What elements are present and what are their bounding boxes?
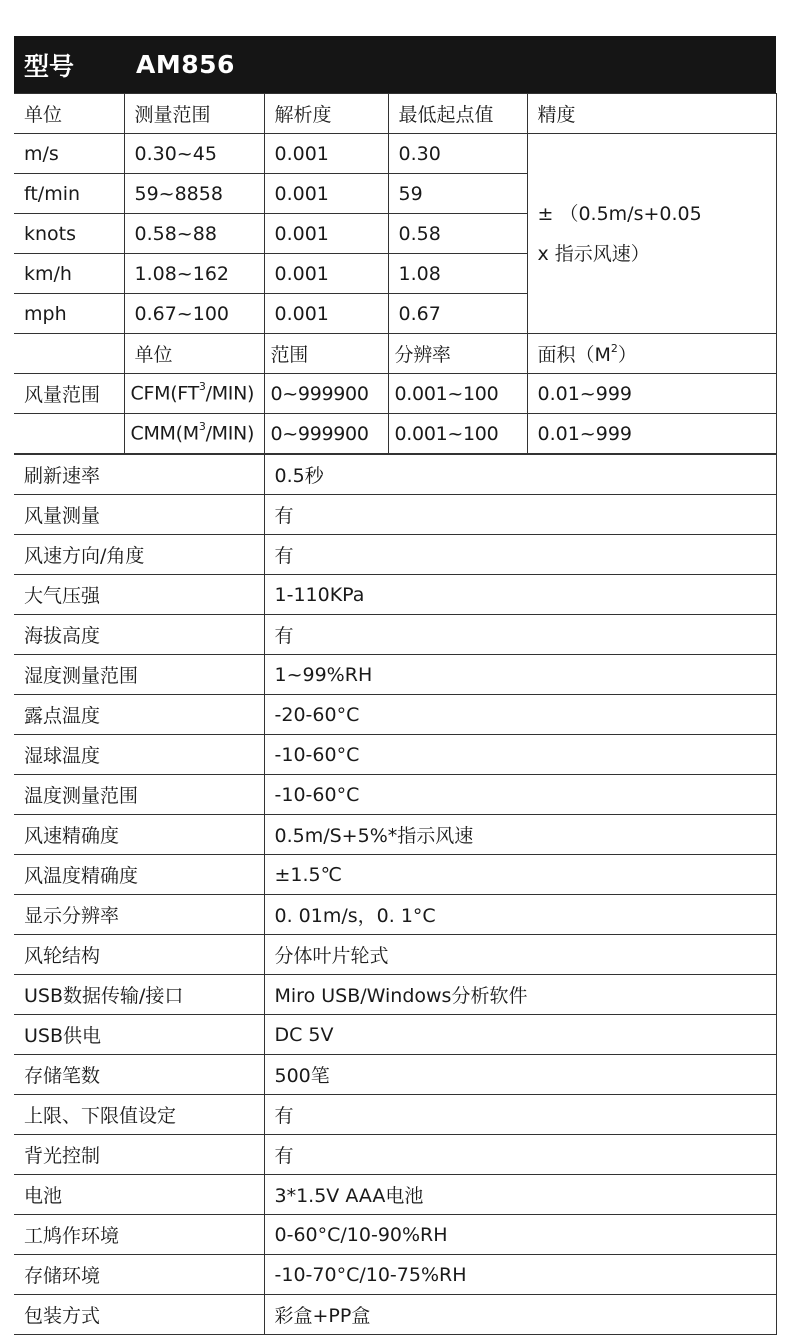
spec-name: 湿球温度	[14, 735, 264, 775]
spec-value: 500笔	[264, 1055, 776, 1095]
spec-row	[14, 1295, 776, 1335]
spec-name: 存储环境	[14, 1255, 264, 1295]
flow-unit	[124, 414, 264, 454]
speed-unit: mph	[14, 294, 124, 334]
spec-name: 背光控制	[14, 1135, 264, 1175]
spec-value: -10-60°C	[264, 775, 776, 815]
spec-row	[14, 975, 776, 1015]
speed-min-start: 1.08	[388, 254, 527, 294]
spec-name: 显示分辨率	[14, 895, 264, 935]
model-header	[14, 36, 776, 93]
flow-label-empty	[14, 414, 124, 454]
spec-name: 存储笔数	[14, 1055, 264, 1095]
spec-name: 风温度精确度	[14, 855, 264, 895]
flow-header-row	[14, 334, 776, 374]
model-number: AM856	[136, 50, 235, 79]
speed-range: 0.58~88	[124, 214, 264, 254]
spec-name: 工鸠作环境	[14, 1215, 264, 1255]
spec-value: 有	[264, 1135, 776, 1175]
flow-row	[14, 374, 776, 414]
spec-name: 风速精确度	[14, 815, 264, 855]
speed-accuracy	[527, 134, 776, 334]
spec-name: USB数据传输/接口	[14, 975, 264, 1015]
spec-row	[14, 615, 776, 655]
spec-row	[14, 1175, 776, 1215]
spec-row	[14, 655, 776, 695]
speed-header-row	[14, 94, 776, 134]
col-header-resolution: 解析度	[264, 94, 388, 134]
spec-value: -10-70°C/10-75%RH	[264, 1255, 776, 1295]
spec-name: 湿度测量范围	[14, 655, 264, 695]
speed-unit: m/s	[14, 134, 124, 174]
area-exponent: 2	[610, 341, 618, 355]
spec-value: 0.5m/S+5%*指示风速	[264, 815, 776, 855]
spec-row	[14, 535, 776, 575]
spec-name: USB供电	[14, 1015, 264, 1055]
spec-row	[14, 455, 776, 495]
col-header-unit: 单位	[14, 94, 124, 134]
speed-min-start: 0.67	[388, 294, 527, 334]
speed-resolution: 0.001	[264, 254, 388, 294]
flow-unit-exponent: 3	[198, 380, 206, 394]
spec-value: 0. 01m/s，0. 1°C	[264, 895, 776, 935]
speed-min-start: 0.30	[388, 134, 527, 174]
flow-unit-post: /MIN)	[205, 422, 255, 445]
spec-row	[14, 815, 776, 855]
flow-header-empty	[14, 334, 124, 374]
accuracy-line-1: ± （0.5m/s+0.05	[537, 202, 702, 225]
spec-row	[14, 735, 776, 775]
spec-value: Miro USB/Windows分析软件	[264, 975, 776, 1015]
spec-sheet	[14, 36, 776, 1335]
flow-resolution: 0.001~100	[388, 374, 527, 414]
flow-row	[14, 414, 776, 454]
speed-resolution: 0.001	[264, 214, 388, 254]
speed-resolution: 0.001	[264, 174, 388, 214]
spec-value: ±1.5℃	[264, 855, 776, 895]
spec-row	[14, 775, 776, 815]
speed-range: 1.08~162	[124, 254, 264, 294]
spec-value: 3*1.5V AAA电池	[264, 1175, 776, 1215]
flow-col-resolution: 分辨率	[388, 334, 527, 374]
spec-table	[14, 93, 777, 454]
spec-value: 有	[264, 1095, 776, 1135]
flow-col-area	[527, 334, 776, 374]
spec-row	[14, 575, 776, 615]
speed-min-start: 0.58	[388, 214, 527, 254]
spec-value: 彩盒+PP盒	[264, 1295, 776, 1335]
spec-name: 上限、下限值设定	[14, 1095, 264, 1135]
flow-label: 风量范围	[14, 374, 124, 414]
spec-row	[14, 1015, 776, 1055]
spec-row	[14, 1095, 776, 1135]
speed-row	[14, 134, 776, 174]
spec-value: 0-60°C/10-90%RH	[264, 1215, 776, 1255]
speed-range: 0.67~100	[124, 294, 264, 334]
spec-value: DC 5V	[264, 1015, 776, 1055]
spec-row	[14, 935, 776, 975]
spec-name: 风速方向/角度	[14, 535, 264, 575]
flow-col-unit: 单位	[124, 334, 264, 374]
spec-name: 海拔高度	[14, 615, 264, 655]
flow-unit-pre: CFM(FT	[130, 382, 199, 405]
spec-value: -20-60°C	[264, 695, 776, 735]
model-label: 型号	[24, 51, 75, 81]
spec-value: 1~99%RH	[264, 655, 776, 695]
flow-unit-pre: CMM(M	[130, 422, 199, 445]
spec-value: 有	[264, 535, 776, 575]
spec-name: 温度测量范围	[14, 775, 264, 815]
spec-name: 露点温度	[14, 695, 264, 735]
speed-resolution: 0.001	[264, 134, 388, 174]
flow-range: 0~999900	[264, 374, 388, 414]
spec-name: 刷新速率	[14, 455, 264, 495]
col-header-min-start: 最低起点值	[388, 94, 527, 134]
spec-value: -10-60°C	[264, 735, 776, 775]
speed-unit: km/h	[14, 254, 124, 294]
speed-unit: knots	[14, 214, 124, 254]
spec-row	[14, 895, 776, 935]
spec-row	[14, 1215, 776, 1255]
flow-col-range: 范围	[264, 334, 388, 374]
flow-area: 0.01~999	[527, 414, 776, 454]
col-header-range: 测量范围	[124, 94, 264, 134]
speed-unit: ft/min	[14, 174, 124, 214]
accuracy-line-2: x 指示风速）	[537, 242, 650, 265]
flow-unit-exponent: 3	[198, 420, 206, 434]
flow-resolution: 0.001~100	[388, 414, 527, 454]
spec-list	[14, 454, 777, 1335]
spec-name: 风轮结构	[14, 935, 264, 975]
flow-unit	[124, 374, 264, 414]
flow-unit-post: /MIN)	[205, 382, 255, 405]
spec-value: 有	[264, 495, 776, 535]
flow-range: 0~999900	[264, 414, 388, 454]
spec-name: 电池	[14, 1175, 264, 1215]
spec-row	[14, 695, 776, 735]
speed-range: 59~8858	[124, 174, 264, 214]
spec-row	[14, 1055, 776, 1095]
area-paren: ）	[617, 344, 637, 366]
spec-row	[14, 1255, 776, 1295]
spec-value: 分体叶片轮式	[264, 935, 776, 975]
speed-range: 0.30~45	[124, 134, 264, 174]
spec-row	[14, 495, 776, 535]
spec-name: 风量测量	[14, 495, 264, 535]
speed-resolution: 0.001	[264, 294, 388, 334]
spec-value: 0.5秒	[264, 455, 776, 495]
spec-value: 有	[264, 615, 776, 655]
spec-name: 包装方式	[14, 1295, 264, 1335]
flow-area: 0.01~999	[527, 374, 776, 414]
speed-min-start: 59	[388, 174, 527, 214]
spec-row	[14, 1135, 776, 1175]
spec-value: 1-110KPa	[264, 575, 776, 615]
spec-row	[14, 855, 776, 895]
spec-name: 大气压强	[14, 575, 264, 615]
area-label: 面积（M	[537, 344, 611, 366]
col-header-accuracy: 精度	[527, 94, 776, 134]
